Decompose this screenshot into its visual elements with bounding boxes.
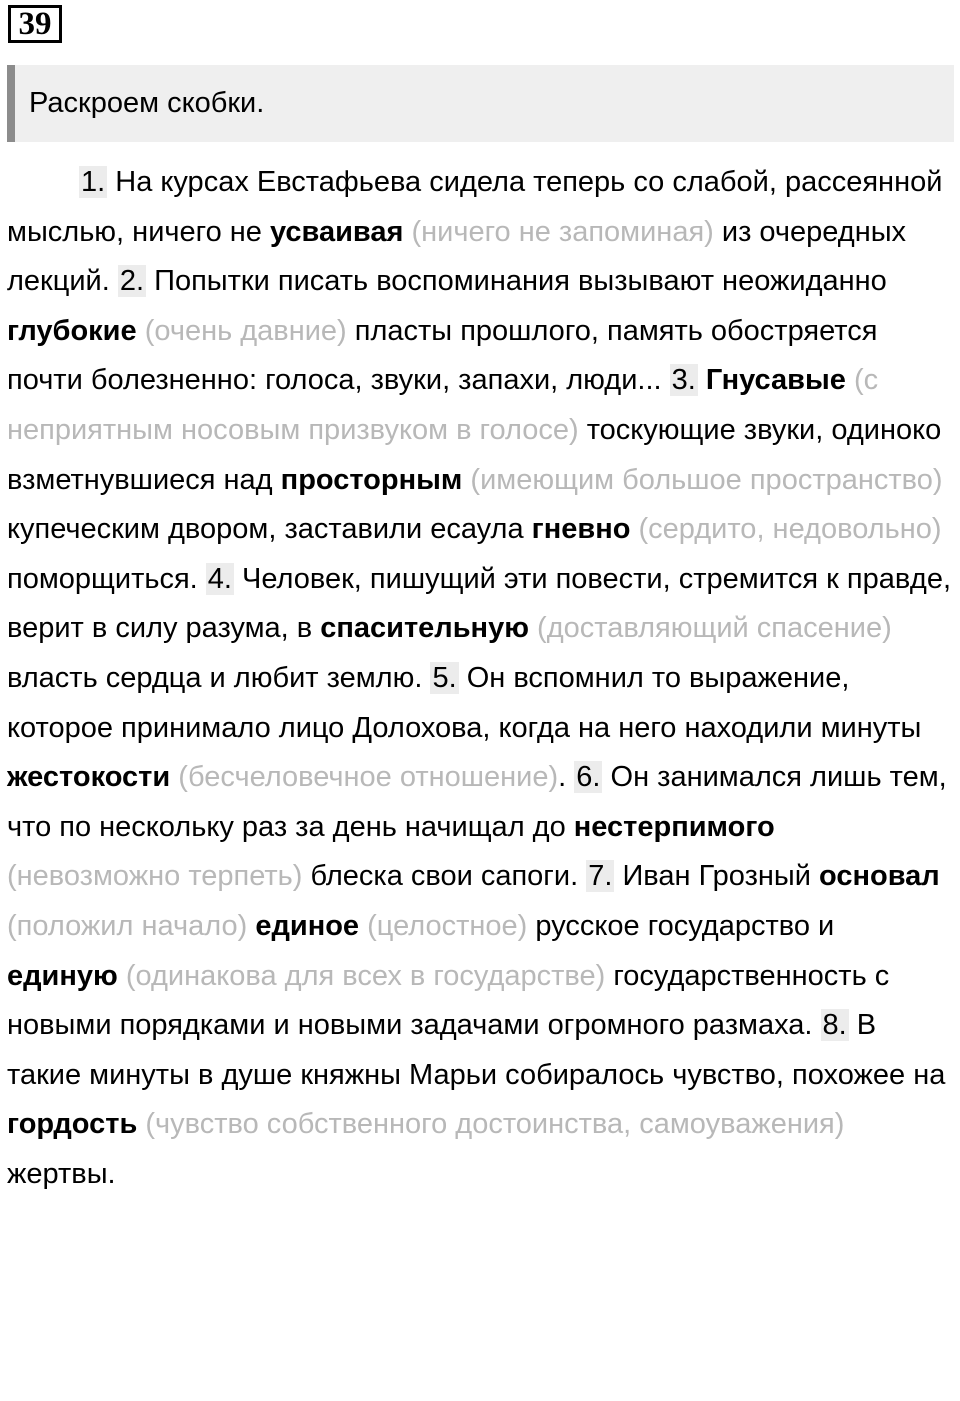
definition-note: (бесчеловечное отношение) xyxy=(178,761,559,794)
target-word: гордость xyxy=(7,1108,138,1141)
text-segment: тоскующие звуки, одиноко взметнувшиеся над xyxy=(7,413,942,496)
text-segment: На курсах Евстафьева сидела теперь со слабой, рассеянной мыслью, ничего не xyxy=(7,166,943,248)
target-word: спасительную xyxy=(320,612,529,645)
definition-note: (очень давние) xyxy=(144,314,347,347)
text-segment: государственность с новыми порядками и новыми задачами огромного размаха. xyxy=(7,959,890,1042)
sentence-number: 5. xyxy=(432,661,457,694)
definition-note: (доставляющий спасение) xyxy=(537,612,892,645)
target-word: жестокости xyxy=(7,761,171,794)
instruction-box xyxy=(7,65,954,142)
text-segment: В такие минуты в душе княжны Марьи собиралось чувство, похожее на xyxy=(7,1009,946,1091)
text-segment: купеческим двором, заставили есаула xyxy=(7,513,532,546)
text-segment: . xyxy=(558,761,575,794)
definition-note: (имеющим большое пространство) xyxy=(470,463,943,496)
exercise-text xyxy=(7,158,953,1199)
target-word: глубокие xyxy=(7,314,137,347)
text-segment xyxy=(137,315,145,347)
text-segment: жертвы. xyxy=(7,1157,116,1190)
text-segment: Иван Грозный xyxy=(614,860,819,893)
text-segment: из очередных лекций. xyxy=(7,215,907,298)
target-word: нестерпимого xyxy=(573,810,775,843)
text-segment xyxy=(846,364,854,396)
instruction-text: Раскроем скобки. xyxy=(29,87,265,119)
sentence-number: 3. xyxy=(671,364,696,397)
text-segment: пласты прошлого, память обостряется почти болезненно: голоса, звуки, запахи, люди... xyxy=(7,314,878,397)
text-segment xyxy=(118,960,126,992)
definition-note: (ничего не запоминая) xyxy=(411,215,714,248)
definition-note: (сердито, недовольно) xyxy=(638,513,942,546)
sentence-number: 6. xyxy=(576,761,601,794)
text-segment: поморщиться. xyxy=(7,562,206,595)
text-segment xyxy=(529,612,537,644)
target-word: просторным xyxy=(280,463,463,496)
target-word: единое xyxy=(255,909,360,942)
sentence-number: 8. xyxy=(822,1009,847,1042)
text-segment: Он вспомнил то выражение, которое принимало лицо Долохова, когда на него находили минуты xyxy=(7,661,922,744)
sentence-number: 2. xyxy=(119,265,145,298)
definition-note: (одинакова для всех в государстве) xyxy=(125,959,606,992)
target-word: Гнусавые xyxy=(705,364,846,397)
text-segment: русское государство и xyxy=(527,909,835,942)
definition-note: (невозможно терпеть) xyxy=(7,860,303,893)
target-word: усваивая xyxy=(269,215,404,248)
definition-note: (положил начало) xyxy=(7,909,248,942)
sentence-number: 1. xyxy=(81,166,106,198)
target-word: единую xyxy=(7,959,118,992)
target-word: гневно xyxy=(531,513,631,546)
sentence-number: 7. xyxy=(588,860,613,893)
sentence-number: 4. xyxy=(207,562,232,595)
text-segment: власть сердца и любит землю. xyxy=(7,661,431,694)
definition-note: (чувство собственного достоинства, самоуважения) xyxy=(145,1108,845,1141)
text-segment: блеска свои сапоги. xyxy=(302,860,587,893)
text-segment xyxy=(359,910,367,942)
text-segment: Человек, пишущий эти повести, стремится к правде, верит в силу разума, в xyxy=(7,562,952,645)
definition-note: (целостное) xyxy=(367,909,528,942)
text-segment xyxy=(698,364,706,396)
text-segment: Он занимался лишь тем, что по нескольку раз за день начищал до xyxy=(7,761,947,843)
definition-note: (с неприятным носовым призвуком в голосе) xyxy=(7,364,879,446)
task-number: 39 xyxy=(8,5,62,43)
target-word: основал xyxy=(819,860,940,893)
text-segment: Попытки писать воспоминания вызывают неожиданно xyxy=(146,265,887,298)
